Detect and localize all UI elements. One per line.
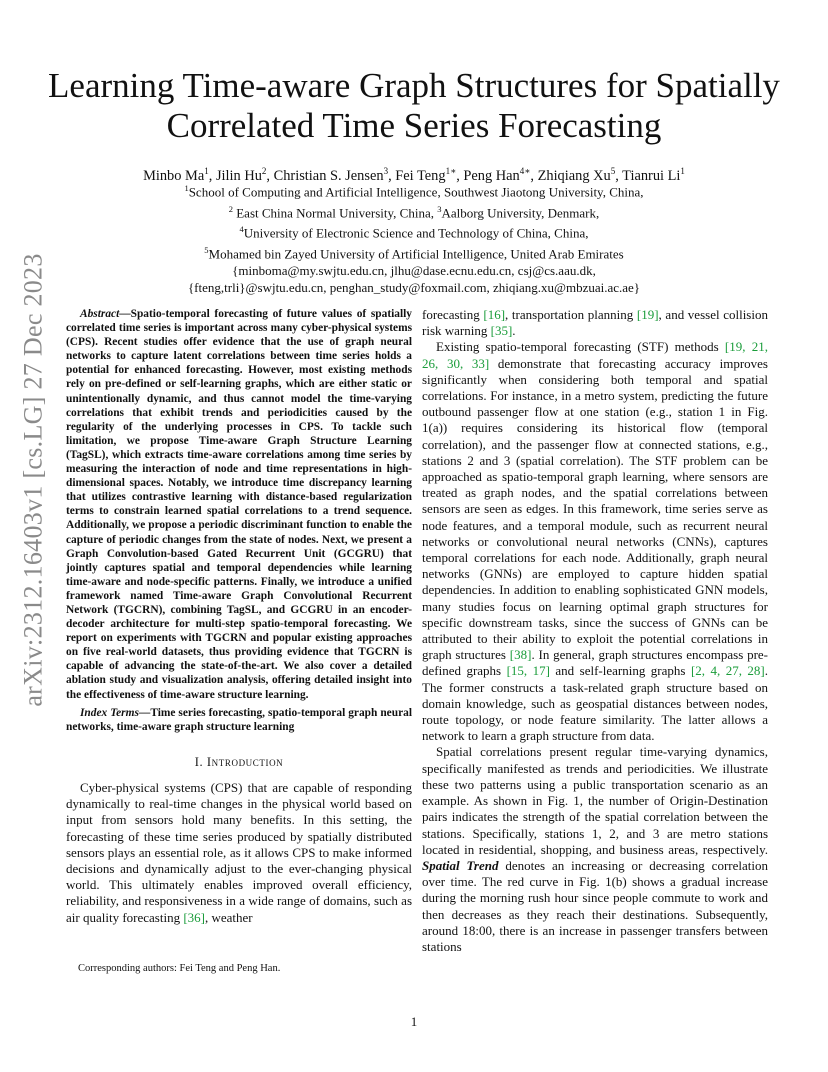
citation-link[interactable]: [36]	[183, 909, 205, 925]
citation-link[interactable]: [2, 4, 27, 28]	[690, 663, 765, 679]
author: Christian S. Jensen$^3$,	[273, 166, 396, 184]
right-paragraph-3: Spatial correlations present regular time-varying dynamics, specifically manifested as trends and periodicities. We illustrate these two patterns using a public transportation scenario as an example. As shown in Fig. 1, the number of Origin-Destination pairs indicates the strength of the spatial correlation between the stations. Specifically, stations 1, 2, and 3 are metro stations located in residential, shopping, and business areas, respectively. Spatial Trend denotes an increasing or decreasing correlation over time. The red curve in Fig. 1(b) shows a gradual increase during the morning rush hour since people commute to work and then decreases as they reach their destinations. Subsequently, around 18:00, there is an increase in passenger transfers between stations	[422, 744, 768, 954]
citation-link[interactable]: [15, 17]	[506, 663, 550, 679]
affiliation-5: $^5$Mohamed bin Zayed University of Artificial Intelligence, United Arab Emirates	[204, 244, 624, 261]
title-line-2: Correlated Time Series Forecasting	[166, 106, 662, 145]
left-column	[66, 307, 412, 926]
author: Jilin Hu$^2$,	[215, 166, 274, 184]
author: Tianrui Li$^1$	[622, 166, 685, 184]
author: Peng Han$^{4∗}$,	[463, 166, 538, 184]
title-line-1: Learning Time-aware Graph Structures for Spatially	[48, 66, 780, 105]
footnote: Corresponding authors: Fei Teng and Peng Han.	[78, 963, 281, 974]
citation-link[interactable]: [19, 21, 26, 30, 33]	[422, 339, 768, 371]
author: Minbo Ma$^1$,	[143, 166, 216, 184]
page-number: 1	[410, 1014, 418, 1029]
abstract	[66, 307, 412, 702]
affiliation-1: $^1$School of Computing and Artificial Intelligence, Southwest Jiaotong University, China,	[184, 183, 644, 200]
author: Zhiqiang Xu$^5$,	[537, 166, 623, 184]
citation-link[interactable]: [19]	[636, 307, 659, 322]
spatial-trend-term: Spatial Trend	[422, 857, 499, 873]
affiliation-4: $^4$University of Electronic Science and Technology of China, China,	[239, 224, 589, 241]
index-terms-label: Index Terms	[80, 706, 139, 719]
index-terms-text: —Time series forecasting, spatio-temporal graph neural networks, time-aware graph structure learning	[66, 706, 412, 733]
section-heading-introduction: I. Introduction	[194, 754, 284, 769]
right-paragraph-2: Existing spatio-temporal forecasting (STF) methods [19, 21, 26, 30, 33] demonstrate that forecasting accuracy improves significantly when considering both temporal and spatial correlations. For instance, in a metro system, predicting the future outbound passenger flow at one station (e.g., station 1 in Fig. 1(a)) requires considering its historical flow (temporal correlation), and the passenger flow at connected stations, e.g., stations 2 and 3 (spatial correlation). The STF problem can be approached as spatio-temporal graph learning, where sensors are treated as graph nodes, and the spatial correlations between sensors are seen as edges. In this framework, time series serve as node features, and a temporal module, such as recurrent neural networks or convolutional neural networks (CNNs), captures temporal correlations for each node. Additionally, graph neural networks (GNNs) are employed to capture hidden spatial dependencies. In addition to enabling sophisticated GNN models, many studies focus on learning optimal graph structures for specific downstream tasks, since the success of GNNs can be attributed to their ability to exploit the potential correlations in graph structures [38]. In general, graph structures encompass pre-defined graphs [15, 17] and self-learning graphs [2, 4, 27, 28]. The former constructs a task-related graph structure based on domain knowledge, such as geospatial distances between nodes, route topology, or node feature similarity. The latter allows a network to learn a graph structure from data.	[422, 339, 768, 744]
intro-paragraph-1: Cyber-physical systems (CPS) that are capable of responding dynamically to real-time changes in the physical world based on input from sensors hold many benefits. In this setting, the forecasting of these time series produced by spatially distributed sensors plays an essential role, as it allows CPS to make informed decisions and dynamically adjust to the ever-changing physical world. This ultimately enables improved overall efficiency, reliability, and responsiveness in a wide range of domains, such as air quality forecasting [36], weather	[66, 780, 412, 925]
citation-link[interactable]: [35]	[490, 323, 513, 339]
citation-link[interactable]: [38]	[509, 647, 532, 663]
right-paragraph-1: forecasting [16], transportation planning [19], and vessel collision risk warning [35].	[422, 307, 768, 339]
citation-link[interactable]: [16]	[483, 307, 506, 322]
paper-title	[40, 66, 788, 146]
author: Fei Teng$^{1∗}$,	[395, 166, 464, 184]
abstract-text: —Spatio-temporal forecasting of future values of spatially correlated time series is important across many cyber-physical systems (CPS). Recent studies offer evidence that the use of graph neural networks to capture latent correlations between time series holds a potential for enhanced forecasting. However, most existing methods rely on pre-defined or self-learning graphs, which are either static or unintentionally dynamic, and thus cannot model the time-varying correlations that exhibit trends and periodicities caused by the regularity of the underlying processes in CPS. To tackle such limitation, we propose Time-aware Graph Structure Learning (TagSL), which extracts time-aware correlations among time series by measuring the interaction of node and time representations in high-dimensional spaces. Notably, we introduce time discrepancy learning that utilizes contrastive learning with distance-based regularization terms to constrain learned spatial correlations to a trend sequence. Additionally, we propose a periodic discriminant function to enable the capture of periodic changes from the state of nodes. Next, we present a Graph Convolution-based Gated Recurrent Unit (GCGRU) that jointly captures spatial and temporal dependencies while learning time-aware and node-specific patterns. Finally, we introduce a unified framework named Time-aware Graph Convolutional Recurrent Network (TGCRN), combining TagSL, and GCGRU in an encoder-decoder architecture for multi-step spatio-temporal forecasting. We report on experiments with TGCRN and popular existing approaches on five real-world datasets, thus providing evidence that TGCRN is capable of advancing the state-of-the-art. We also cover a detailed ablation study and visualization analysis, offering detailed insight into the effectiveness of time-aware structure learning.	[66, 308, 412, 701]
affiliations	[100, 180, 728, 297]
right-column	[422, 307, 768, 955]
arxiv-identifier[interactable]: arXiv:2312.16403v1 [cs.LG] 27 Dec 2023	[19, 253, 48, 707]
abstract-label: Abstract	[80, 308, 120, 320]
index-terms	[66, 706, 412, 734]
arxiv-watermark	[16, 253, 52, 707]
emails-line-1: {minboma@my.swjtu.edu.cn, jlhu@dase.ecnu.edu.cn, csj@cs.aau.dk,	[232, 263, 596, 279]
emails-line-2: {fteng,trli}@swjtu.edu.cn, penghan_study@foxmail.com, zhiqiang.xu@mbzuai.ac.ae}	[187, 280, 641, 296]
affiliation-2-3: $^2$ East China Normal University, China, $^3$Aalborg University, Denmark,	[228, 203, 600, 220]
